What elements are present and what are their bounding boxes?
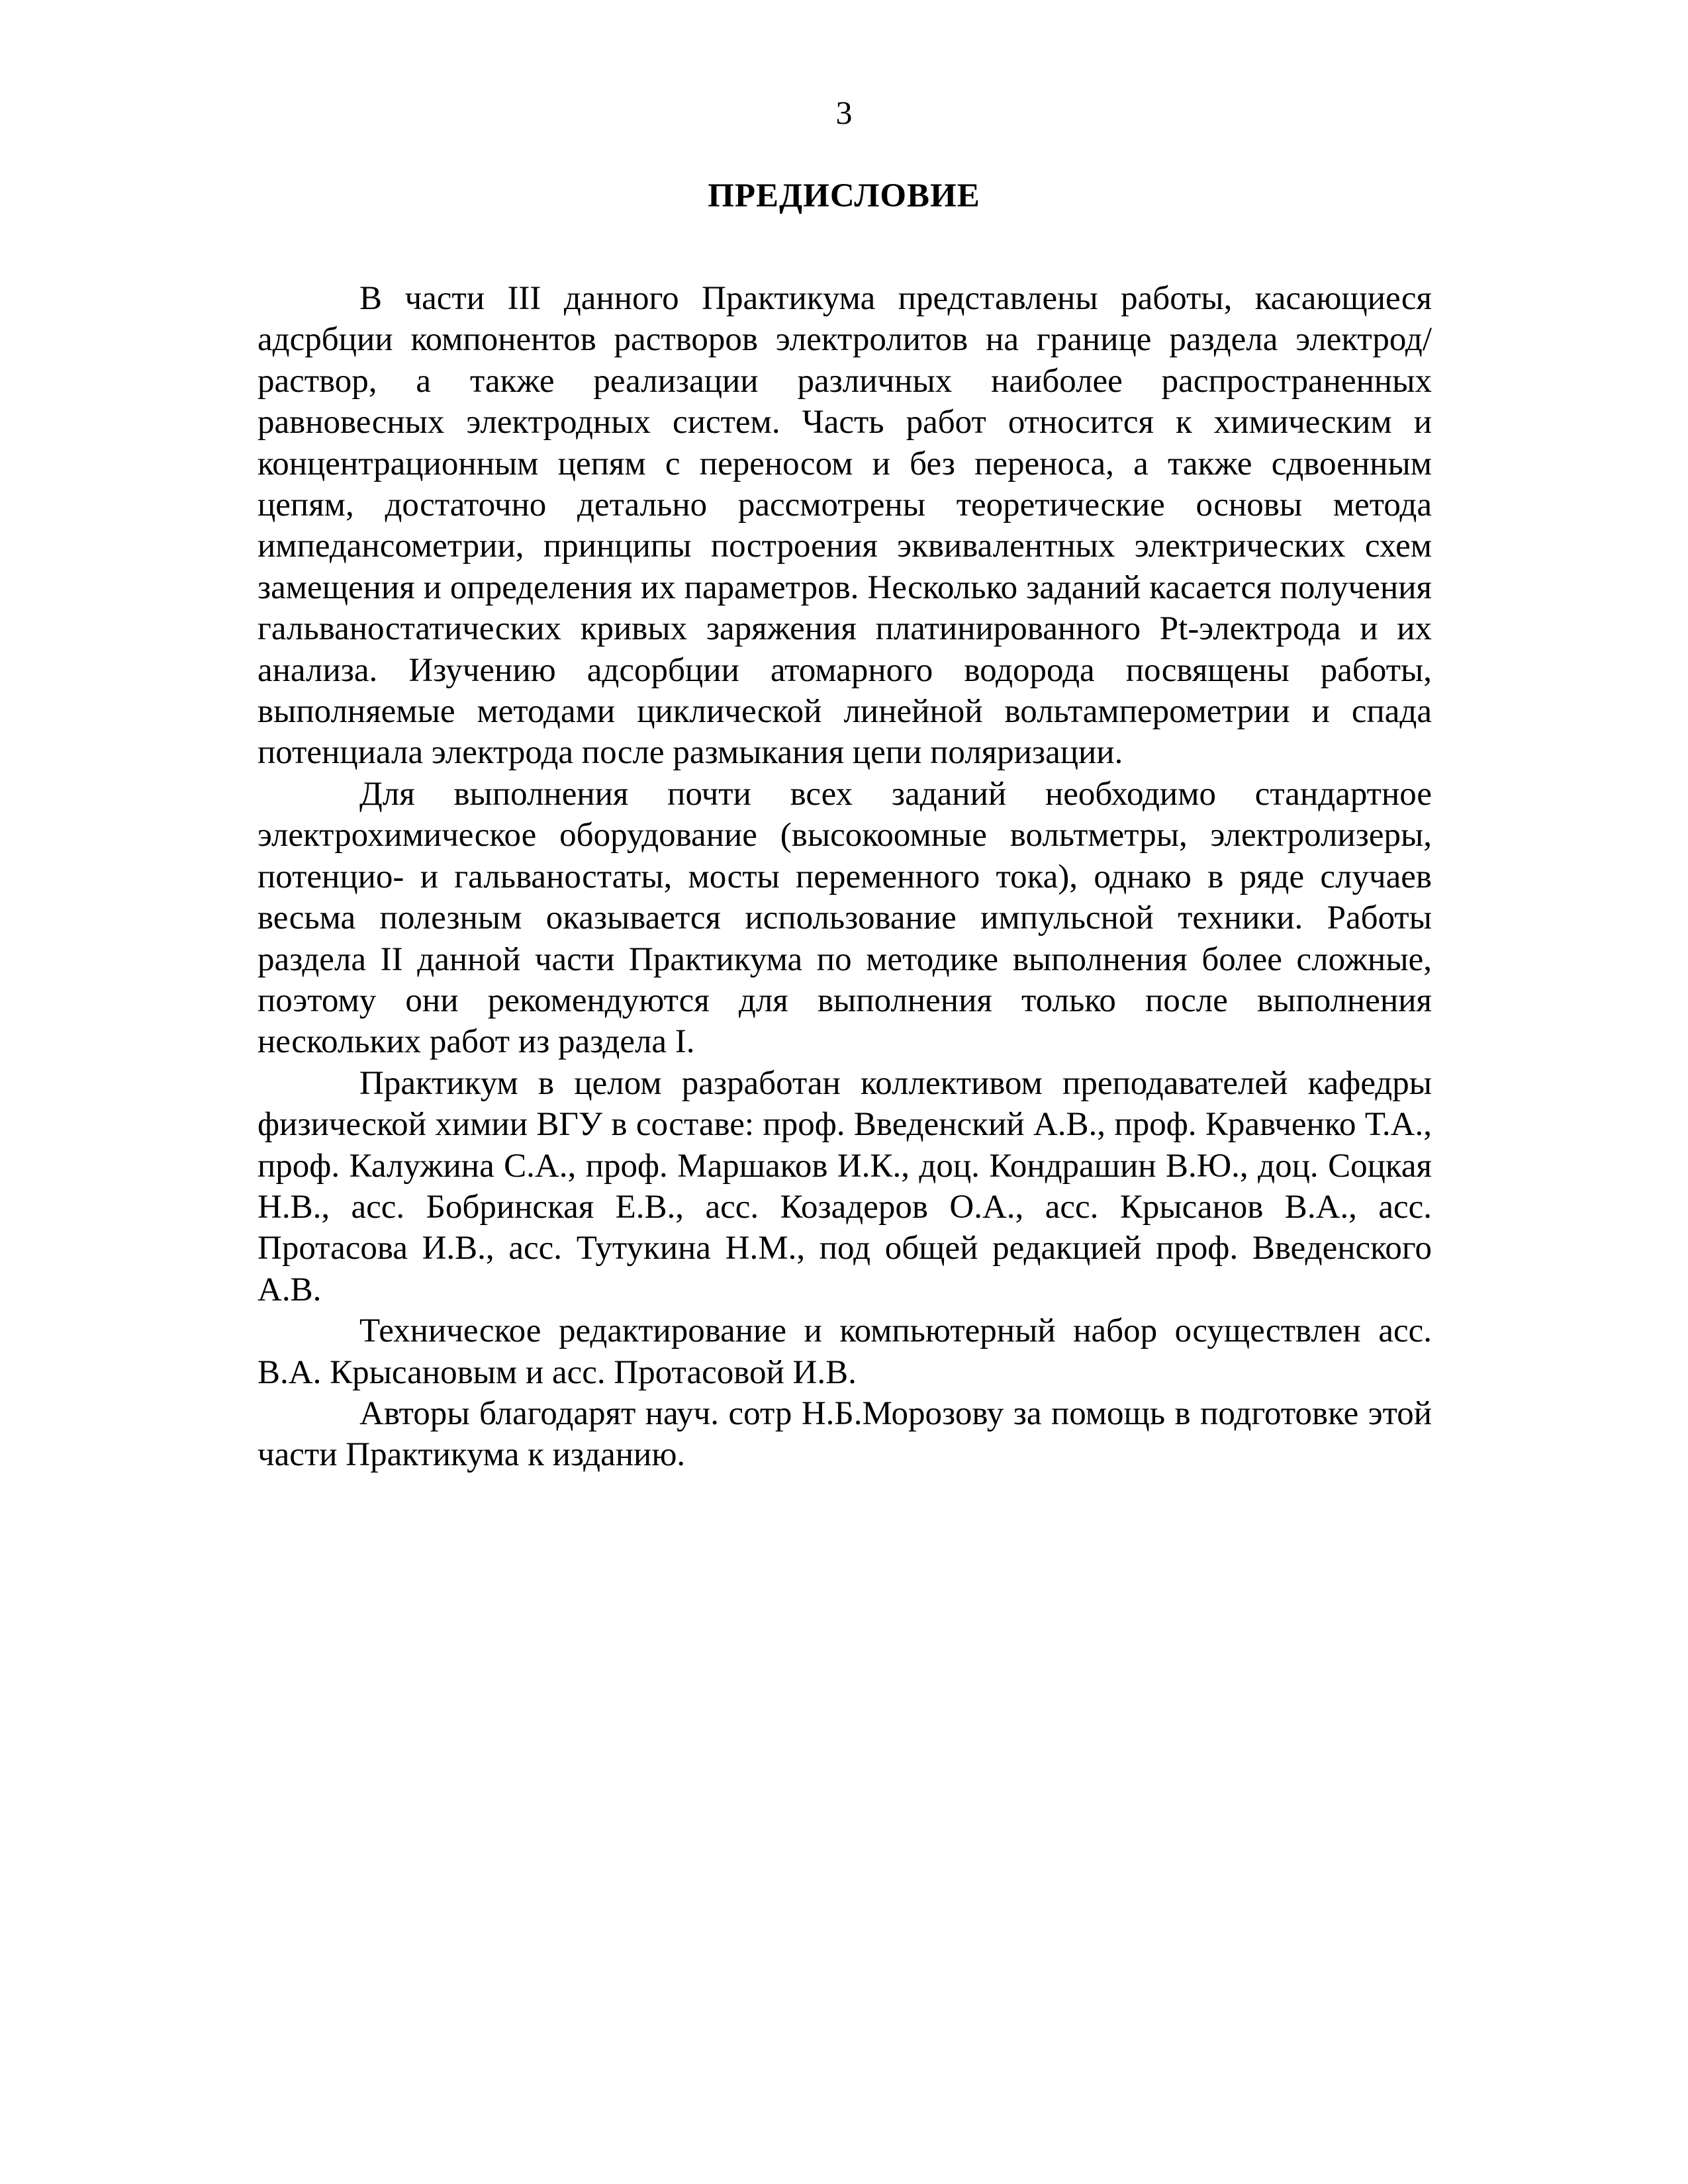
preface-body (258, 278, 1432, 1476)
paragraph-intro: В части III данного Практикума представлены работы, касающиеся адсрбции компонентов растворов электролитов на границе раздела электрод/раствор, а также реализации различных наиболее распространенных равновесных электродных систем. Часть работ относится к химическим и концентрационным цепям с переносом и без переноса, а также сдвоенным цепям, достаточно детально рассмотрены теоретические основы метода импедансометрии, принципы построения эквивалентных электрических схем замещения и определения их параметров. Несколько заданий касается получения гальваностатических кривых заряжения платинированного Pt-электрода и их анализа. Изучению адсорбции атомарного водорода посвящены работы, выполняемые методами циклической линейной вольтамперометрии и спада потенциала электрода после размыкания цепи поляризации. (258, 280, 1432, 772)
page-title: ПРЕДИСЛОВИЕ (708, 177, 980, 214)
paragraph-acknowledgement: Авторы благодарят науч. сотр Н.Б.Морозову за помощь в подготовке этой части Практикума к изданию. (258, 1394, 1432, 1474)
paragraph-authors: Практикум в целом разработан коллективом преподавателей кафедры физической химии ВГУ в составе: проф. Введенский А.В., проф. Кравченко Т.А., проф. Калужина С.А., проф. Маршаков И.К., доц. Кондрашин В.Ю., доц. Соцкая Н.В., асс. Бобринская Е.В., асс. Козадеров О.А., асс. Крысанов В.А., асс. Протасова И.В., асс. Тутукина Н.М., под общей редакцией проф. Введенского А.В. (258, 1064, 1432, 1308)
paragraph-equipment: Для выполнения почти всех заданий необходимо стандартное электрохимическое оборудование (высокоомные вольтметры, электролизеры, потенцио- и гальваностаты, мосты переменного тока), однако в ряде случаев весьма полезным оказывается использование импульсной техники. Работы раздела II данной части Практикума по методике выполнения более сложные, поэтому они рекомендуются для выполнения только после выполнения нескольких работ из раздела I. (258, 775, 1432, 1061)
page-number: 3 (835, 94, 853, 131)
paragraph-editing: Техническое редактирование и компьютерный набор осуществлен асс. В.А. Крысановым и асс. Протасовой И.В. (258, 1312, 1432, 1391)
